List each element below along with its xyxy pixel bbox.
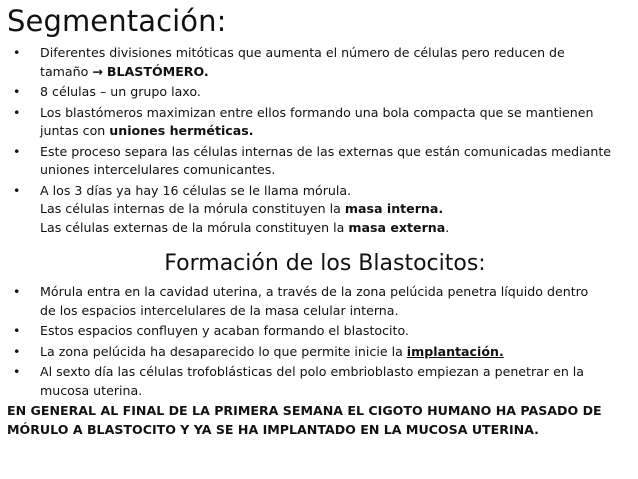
conclusion-line: EN GENERAL AL FINAL DE LA PRIMERA SEMANA EL CIGOTO HUMANO HA PASADO DE: [7, 403, 602, 418]
bullet-icon: •: [13, 84, 21, 100]
bullet-text: Las células internas de la mórula constituyen la masa interna.: [40, 201, 444, 217]
bold-term: BLASTÓMERO.: [106, 63, 209, 79]
segmentation-bullet-list: [0, 44, 630, 239]
bullet-icon: •: [13, 182, 21, 198]
bullet-icon: •: [13, 364, 21, 380]
bullet-text: Los blastómeros maximizan entre ellos formando una bola compacta que se mantienen: [40, 104, 594, 120]
bullet-icon: •: [13, 104, 21, 120]
bullet-text: de los espacios intercelulares de la masa celular interna.: [40, 302, 399, 318]
bullet-text: Mórula entra en la cavidad uterina, a través de la zona pelúcida penetra líquido dentro: [40, 284, 589, 299]
slide-title: Segmentación:: [7, 4, 227, 38]
bullet-item: [0, 363, 630, 400]
bullet-icon: •: [13, 323, 21, 339]
bullet-text: A los 3 días ya hay 16 células se le llama mórula.: [40, 182, 352, 198]
bullet-text: Al sexto día las células trofoblásticas del polo embrioblasto empiezan a penetrar en la: [40, 364, 585, 380]
bullet-text: Este proceso separa las células internas de las externas que están comunicadas mediante: [40, 143, 612, 159]
bullet-text: 8 células – un grupo laxo.: [40, 84, 201, 100]
bullet-text: juntas con uniones herméticas.: [40, 123, 254, 139]
bold-term: uniones herméticas.: [109, 123, 254, 139]
conclusion-line: MÓRULO A BLASTOCITO Y YA SE HA IMPLANTADO EN LA MUCOSA UTERINA.: [7, 421, 539, 437]
arrow-icon: →: [92, 63, 103, 79]
bold-term: masa externa: [348, 219, 446, 235]
bullet-item: [0, 104, 630, 141]
bullet-text: mucosa uterina.: [40, 382, 143, 398]
bullet-text: Diferentes divisiones mitóticas que aumenta el número de células pero reducen de: [40, 45, 565, 60]
bullet-text: tamaño → BLASTÓMERO.: [40, 63, 209, 79]
bullet-icon: •: [13, 143, 21, 159]
bullet-item: [0, 343, 630, 362]
bullet-item: [0, 83, 630, 102]
section-subtitle: Formación de los Blastocitos:: [164, 251, 486, 276]
bullet-item: [0, 322, 630, 341]
blastocyst-bullet-list: [0, 283, 630, 402]
bullet-icon: •: [13, 343, 21, 359]
bullet-icon: •: [13, 284, 21, 299]
bullet-item: [0, 143, 630, 180]
bullet-icon: •: [13, 45, 21, 60]
bullet-text: Las células externas de la mórula constituyen la masa externa.: [40, 219, 450, 235]
bullet-text: Estos espacios confluyen y acaban formando el blastocito.: [40, 323, 409, 339]
bullet-text: uniones intercelulares comunicantes.: [40, 162, 276, 178]
conclusion-text: [7, 402, 602, 439]
bold-term: implantación.: [406, 343, 504, 359]
bullet-item: [0, 182, 630, 238]
bullet-text: La zona pelúcida ha desaparecido lo que permite inicie la implantación.: [40, 343, 504, 359]
bold-term: masa interna.: [344, 201, 444, 217]
bullet-item: [0, 44, 630, 81]
bullet-item: [0, 283, 630, 320]
